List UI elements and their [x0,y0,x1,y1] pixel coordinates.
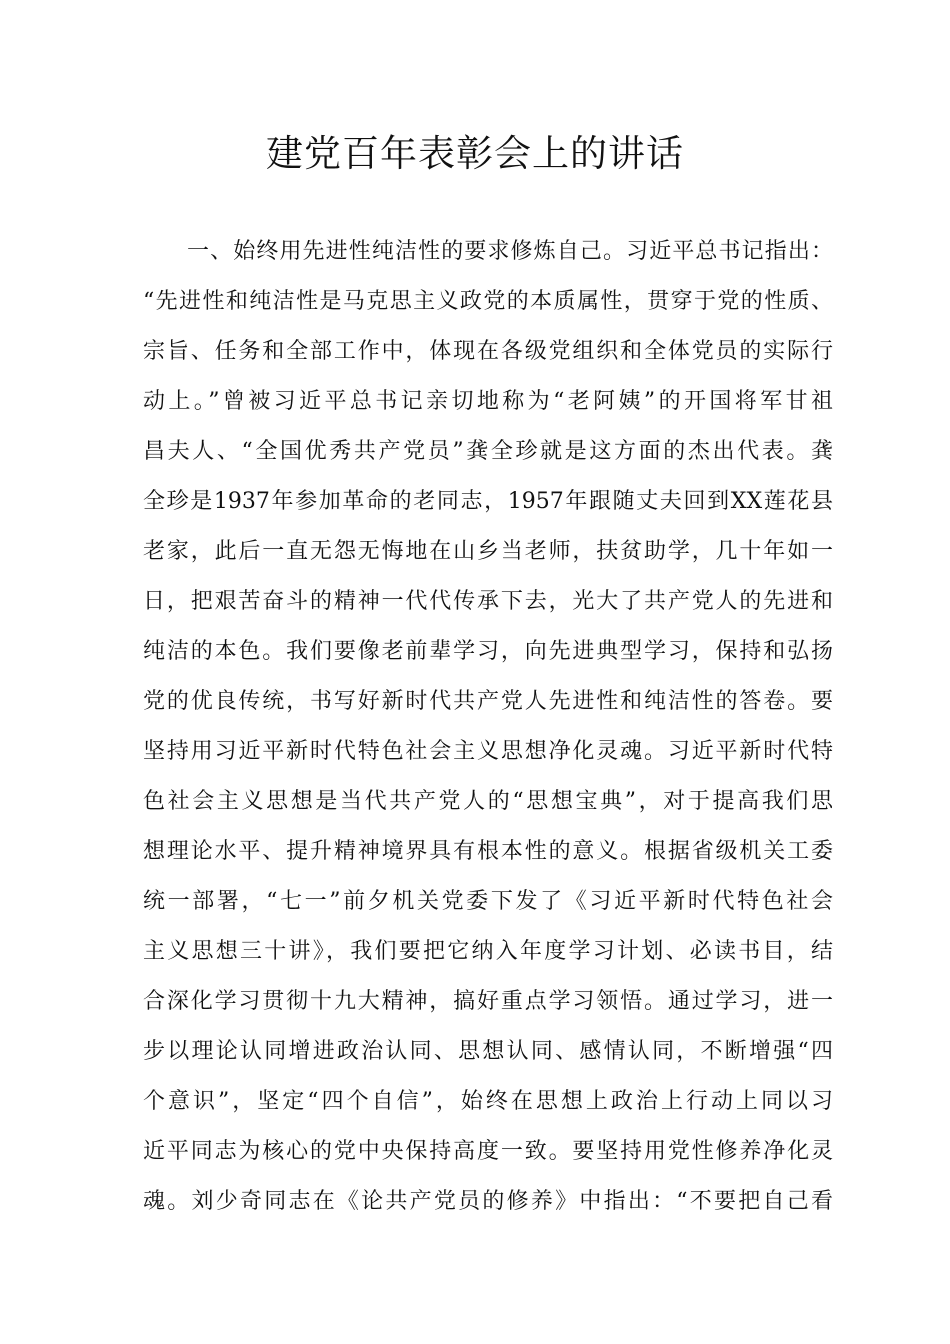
body-line: 昌夫人、“全国优秀共产党员”龚全珍就是这方面的杰出代表。龚 [143,439,833,464]
body-line: 步以理论认同增进政治认同、思想认同、感情认同，不断增强“四 [143,1039,833,1064]
body-line: 党的优良传统，书写好新时代共产党人先进性和纯洁性的答卷。要 [143,689,833,714]
body-line: 纯洁的本色。我们要像老前辈学习，向先进典型学习，保持和弘扬 [143,639,833,664]
body-line: 宗旨、任务和全部工作中，体现在各级党组织和全体党员的实际行 [143,339,833,364]
body-line: 想理论水平、提升精神境界具有根本性的意义。根据省级机关工委 [143,839,833,864]
body-line: 坚持用习近平新时代特色社会主义思想净化灵魂。习近平新时代特 [143,739,833,764]
body-line: 合深化学习贯彻十九大精神，搞好重点学习领悟。通过学习，进一 [143,989,833,1014]
body-line: 日，把艰苦奋斗的精神一代代传承下去，光大了共产党人的先进和 [143,589,833,614]
body-line: 全珍是1937年参加革命的老同志，1957年跟随丈夫回到XX莲花县 [143,489,833,514]
document-title: 建党百年表彰会上的讲话 [266,132,684,175]
document-body [143,227,833,1227]
body-line: 近平同志为核心的党中央保持高度一致。要坚持用党性修养净化灵 [143,1139,833,1164]
body-line: 魂。刘少奇同志在《论共产党员的修养》中指出：“不要把自己看 [143,1189,833,1214]
body-line: 色社会主义思想是当代共产党人的“思想宝典”，对于提高我们思 [143,789,833,814]
body-line: 主义思想三十讲》，我们要把它纳入年度学习计划、必读书目，结 [143,939,833,964]
body-line: “先进性和纯洁性是马克思主义政党的本质属性，贯穿于党的性质、 [143,289,833,314]
body-line: 老家，此后一直无怨无悔地在山乡当老师，扶贫助学，几十年如一 [143,539,833,564]
body-line: 一、始终用先进性纯洁性的要求修炼自己。习近平总书记指出： [187,239,833,264]
body-line: 统一部署，“七一”前夕机关党委下发了《习近平新时代特色社会 [143,889,833,914]
body-line: 个意识”，坚定“四个自信”，始终在思想上政治上行动上同以习 [143,1089,833,1114]
body-line: 动上。”曾被习近平总书记亲切地称为“老阿姨”的开国将军甘祖 [143,389,833,414]
